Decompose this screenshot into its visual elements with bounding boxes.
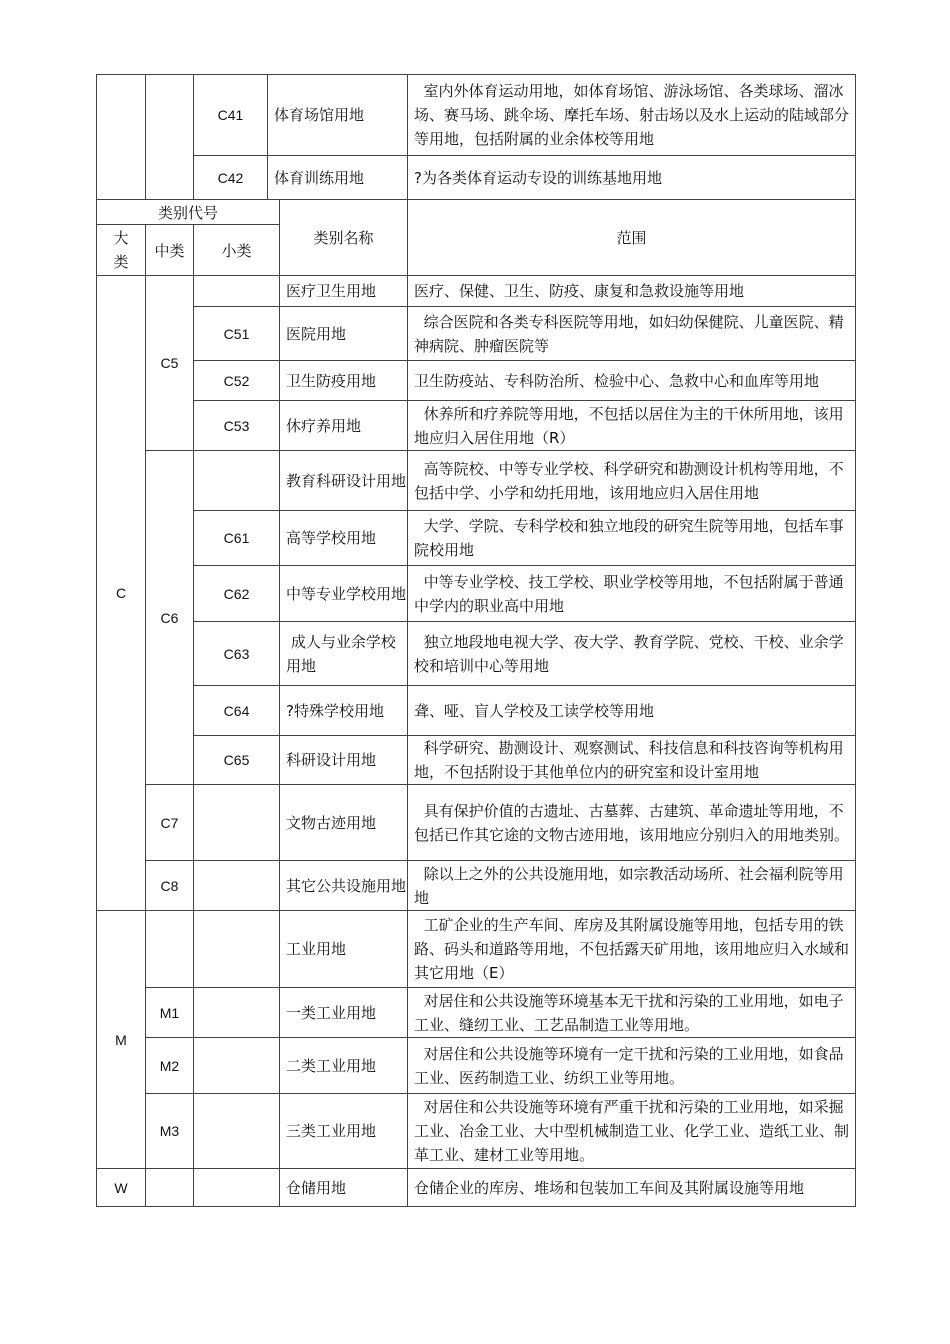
name-cell: 其它公共设施用地 [280, 861, 408, 911]
name-cell: 教育科研设计用地 [280, 451, 408, 511]
name-cell: 二类工业用地 [280, 1038, 408, 1094]
name-cell: 科研设计用地 [280, 736, 408, 785]
desc-cell: 卫生防疫站、专科防治所、检验中心、急救中心和血库等用地 [408, 361, 856, 401]
desc-cell: 聋、哑、盲人学校及工读学校等用地 [408, 686, 856, 736]
major-code-c: C [97, 276, 146, 911]
medium-code-m2: M2 [146, 1038, 194, 1094]
medium-cell-empty [146, 75, 194, 200]
major-code-m: M [97, 911, 146, 1169]
desc-cell: 大学、学院、专科学校和独立地段的研究生院等用地，包括车事院校用地 [408, 511, 856, 566]
desc-cell: 中等专业学校、技工学校、职业学校等用地，不包括附属于普通中学内的职业高中用地 [408, 566, 856, 622]
header-minor: 小类 [194, 225, 280, 276]
code-cell: C53 [194, 401, 280, 451]
desc-cell: 综合医院和各类专科医院等用地，如妇幼保健院、儿童医院、精神病院、肿瘤医院等 [408, 307, 856, 361]
desc-cell: 对居住和公共设施等环境有一定干扰和污染的工业用地，如食品工业、医药制造工业、纺织工业等用地。 [408, 1038, 856, 1094]
header-medium: 中类 [146, 225, 194, 276]
desc-cell: 仓储企业的库房、堆场和包装加工车间及其附属设施等用地 [408, 1169, 856, 1207]
desc-cell: 医疗、保健、卫生、防疫、康复和急救设施等用地 [408, 276, 856, 307]
code-cell [194, 276, 280, 307]
desc-cell: 工矿企业的生产车间、库房及其附属设施等用地，包括专用的铁路、码头和道路等用地，不包括露天矿用地，该用地应归入水域和其它用地（E） [408, 911, 856, 988]
name-cell: 仓储用地 [280, 1169, 408, 1207]
name-cell: 休疗养用地 [280, 401, 408, 451]
name-cell: 中等专业学校用地 [280, 566, 408, 622]
code-cell: C64 [194, 686, 280, 736]
desc-cell: 室内外体育运动用地，如体育场馆、游泳场馆、各类球场、溜冰场、赛马场、跳伞场、摩托车场、射击场以及水上运动的陆域部分等用地，包括附属的业余体校等用地 [408, 75, 856, 156]
name-cell: 工业用地 [280, 911, 408, 988]
desc-cell: 科学研究、勘测设计、观察测试、科技信息和科技咨询等机构用地，不包括附设于其他单位内的研究室和设计室用地 [408, 736, 856, 785]
code-cell [194, 1169, 280, 1207]
code-cell: C52 [194, 361, 280, 401]
code-cell: C42 [194, 156, 268, 200]
medium-code-empty [146, 1169, 194, 1207]
desc-cell: 除以上之外的公共设施用地，如宗教活动场所、社会福利院等用地 [408, 861, 856, 911]
medium-code-c7: C7 [146, 785, 194, 861]
desc-cell: 对居住和公共设施等环境基本无干扰和污染的工业用地，如电子工业、缝纫工业、工艺品制造工业等用地。 [408, 988, 856, 1038]
desc-cell: 高等院校、中等专业学校、科学研究和勘测设计机构等用地，不包括中学、小学和幼托用地，该用地应归入居住用地 [408, 451, 856, 511]
code-cell [194, 988, 280, 1038]
name-cell: 卫生防疫用地 [280, 361, 408, 401]
major-code-w: W [97, 1169, 146, 1207]
code-cell: C63 [194, 622, 280, 686]
name-cell: 医疗卫生用地 [280, 276, 408, 307]
desc-cell: 独立地段地电视大学、夜大学、教育学院、党校、干校、业余学校和培训中心等用地 [408, 622, 856, 686]
medium-code-c6: C6 [146, 451, 194, 785]
name-cell: 一类工业用地 [280, 988, 408, 1038]
code-cell [194, 1038, 280, 1094]
land-use-table [96, 199, 856, 1207]
code-cell: C61 [194, 511, 280, 566]
name-cell: 文物古迹用地 [280, 785, 408, 861]
code-cell: C62 [194, 566, 280, 622]
code-cell [194, 785, 280, 861]
desc-cell: ?为各类体育运动专设的训练基地用地 [408, 156, 856, 200]
desc-cell: 对居住和公共设施等环境有严重干扰和污染的工业用地，如采掘工业、冶金工业、大中型机械制造工业、化学工业、造纸工业、制革工业、建材工业等用地。 [408, 1094, 856, 1169]
header-major: 大类 [97, 225, 146, 276]
name-cell: 医院用地 [280, 307, 408, 361]
name-cell: 成人与业余学校用地 [280, 622, 408, 686]
code-cell [194, 1094, 280, 1169]
code-cell [194, 861, 280, 911]
code-cell: C51 [194, 307, 280, 361]
code-cell [194, 911, 280, 988]
name-cell: ?特殊学校用地 [280, 686, 408, 736]
medium-code-c8: C8 [146, 861, 194, 911]
name-cell: 三类工业用地 [280, 1094, 408, 1169]
code-cell: C41 [194, 75, 268, 156]
header-category-code: 类别代号 [97, 200, 280, 225]
medium-code-m1: M1 [146, 988, 194, 1038]
major-cell-empty [97, 75, 146, 200]
medium-code-m3: M3 [146, 1094, 194, 1169]
name-cell: 高等学校用地 [280, 511, 408, 566]
name-cell: 体育训练用地 [268, 156, 408, 200]
header-scope: 范围 [408, 200, 856, 276]
desc-cell: 休养所和疗养院等用地，不包括以居住为主的干休所用地，该用地应归入居住用地（R） [408, 401, 856, 451]
desc-cell: 具有保护价值的古遗址、古墓葬、古建筑、革命遗址等用地，不包括已作其它途的文物古迹用地，该用地应分别归入的用地类别。 [408, 785, 856, 861]
medium-code-empty [146, 911, 194, 988]
code-cell: C65 [194, 736, 280, 785]
medium-code-c5: C5 [146, 276, 194, 451]
header-category-name: 类别名称 [280, 200, 408, 276]
name-cell: 体育场馆用地 [268, 75, 408, 156]
code-cell [194, 451, 280, 511]
top-table [96, 74, 856, 200]
